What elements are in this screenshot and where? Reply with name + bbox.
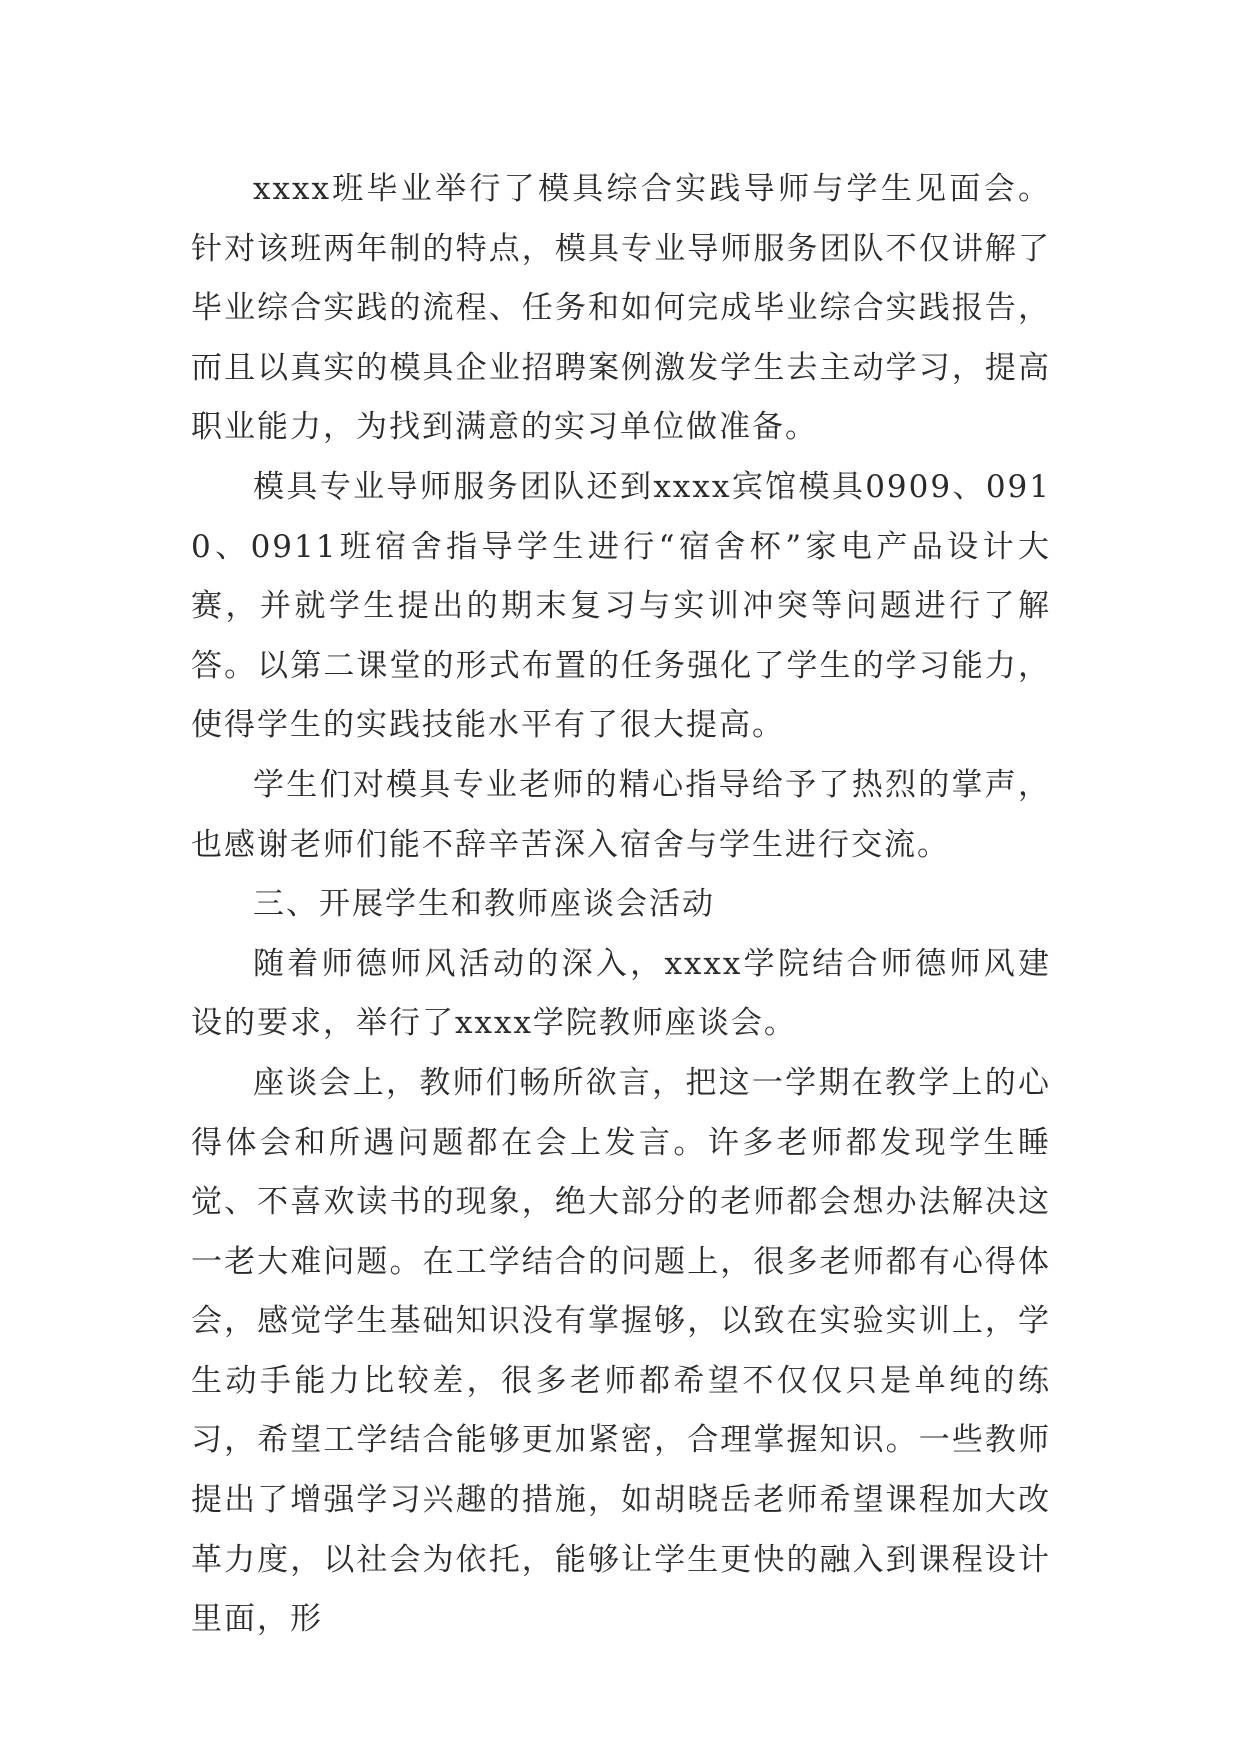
document-body: [191, 160, 1051, 1650]
paragraph-forum-discussion: 座谈会上，教师们畅所欲言，把这一学期在教学上的心得体会和所遇问题都在会上发言。许多老师都发现学生睡觉、不喜欢读书的现象，绝大部分的老师都会想办法解决这一老大难问题。在工学结合的问题上，很多老师都有心得体会，感觉学生基础知识没有掌握够，以致在实验实训上，学生动手能力比较差，很多老师都希望不仅仅只是单纯的练习，希望工学结合能够更加紧密，合理掌握知识。一些教师提出了增强学习兴趣的措施，如胡晓岳老师希望课程加大改革力度，以社会为依托，能够让学生更快的融入到课程设计里面，形: [191, 1064, 1051, 1638]
section-heading: 三、开展学生和教师座谈会活动: [253, 886, 715, 923]
paragraph-dormitory-guidance: 模具专业导师服务团队还到xxxx宾馆模具0909、0910、0911班宿舍指导学生进行“宿舍杯”家电产品设计大赛，并就学生提出的期末复习与实训冲突等问题进行了解答。以第二课堂的形式布置的任务强化了学生的学习能力，使得学生的实践技能水平有了很大提高。: [191, 468, 1051, 744]
paragraph-forum-intro: 随着师德师风活动的深入，xxxx学院结合师德师风建设的要求，举行了xxxx学院教师座谈会。: [191, 945, 1051, 1042]
paragraph-graduation-meeting: xxxx班毕业举行了模具综合实践导师与学生见面会。针对该班两年制的特点，模具专业导师服务团队不仅讲解了毕业综合实践的流程、任务和如何完成毕业综合实践报告，而且以真实的模具企业招聘案例激发学生去主动学习，提高职业能力，为找到满意的实习单位做准备。: [191, 171, 1051, 446]
paragraph-student-thanks: 学生们对模具专业老师的精心指导给予了热烈的掌声，也感谢老师们能不辞辛苦深入宿舍与学生进行交流。: [191, 766, 1051, 863]
